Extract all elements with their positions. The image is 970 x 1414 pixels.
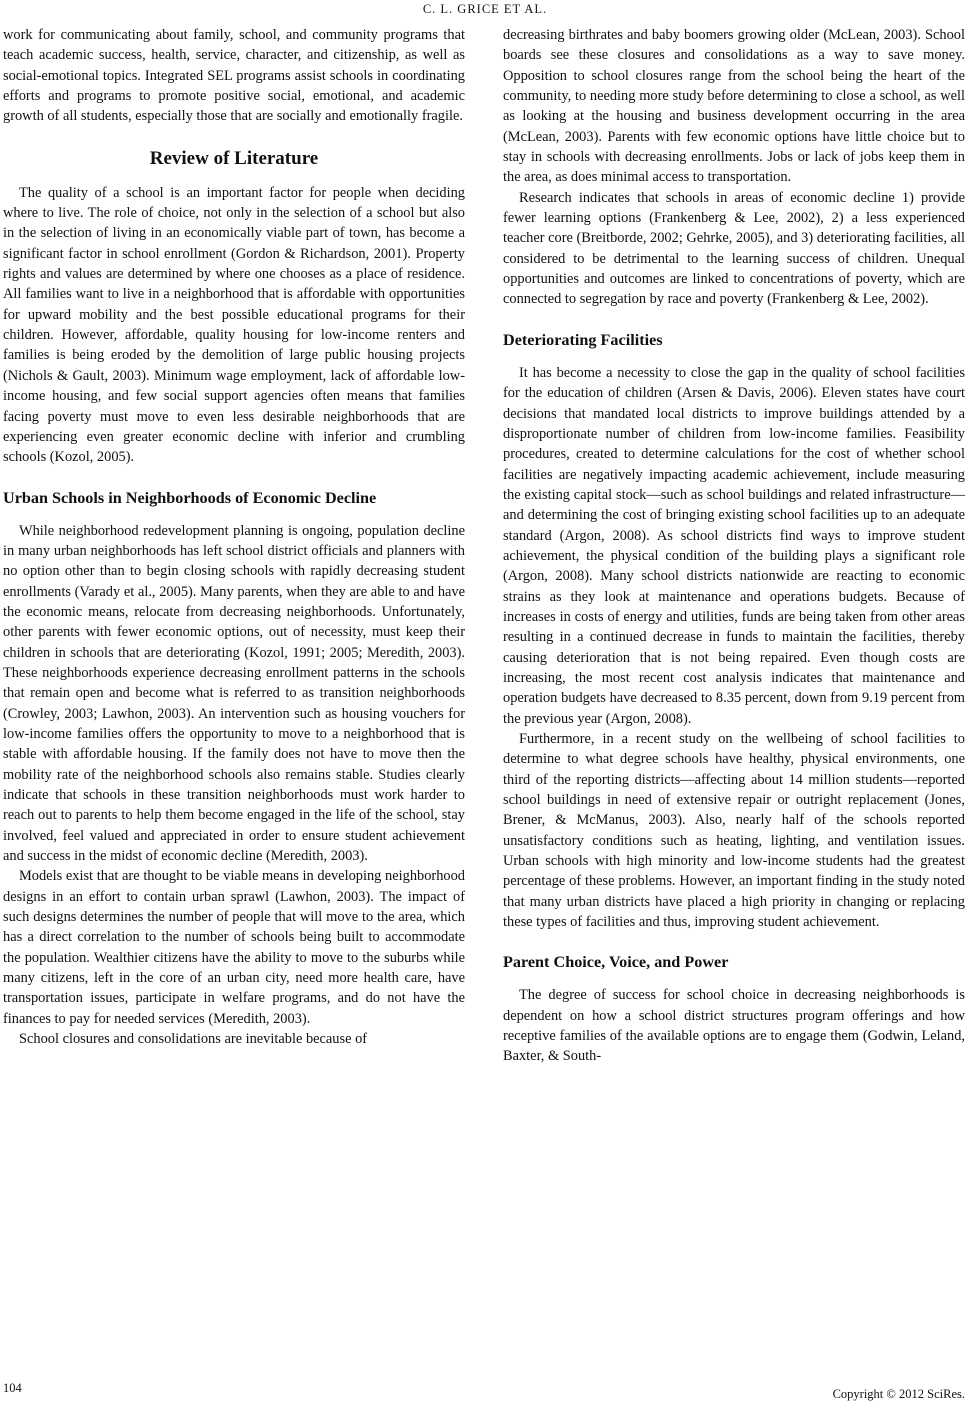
page-number: 104 — [3, 1381, 22, 1395]
paragraph-parent-choice: The degree of success for school choice in decreasing neighborhoods is dependent on how a school district structures program offerings and how receptive families of the available options are to engage them (Godwin, Leland, Baxter, & South- — [503, 987, 965, 1065]
paragraph-facilities-2: Furthermore, in a recent study on the wellbeing of school facilities to determine to what degree schools have healthy, physical environments, one third of the reporting districts—affecting about 14 million students—reported school buildings in need of extensive repair or outright replacement (Jones, Brener, & McManus, 2003). Also, nearly half of the schools reported unsatisfactory conditions such as heating, lighting, and ventilation issues. Urban schools with high minority and low-income students had the greatest percentage of these problems. However, an important finding in the study noted that many urban districts have placed a high priority in changing or replacing these types of facilities and thus, improving student achievement. — [503, 731, 965, 931]
running-head: C. L. GRICE ET AL. — [422, 2, 548, 16]
paragraph-research: Research indicates that schools in areas of economic decline 1) provide fewer learning options (Frankenberg & Lee, 2002), 2) a less experienced teacher core (Breitborde, 2002; Gehrke, 2005), and 3) deteriorating facilities, all considered to be detrimental to the learning success of children. Unequal opportunities and outcomes are linked to concentrations of poverty, which are connected to segregation by race and poverty (Frankenberg & Lee, 2002). — [503, 189, 965, 308]
copyright-notice: Copyright © 2012 SciRes. — [832, 1387, 965, 1401]
paragraph-urban-1: While neighborhood redevelopment planning is ongoing, population decline in many urban neighborhoods has left school district officials and planners with no option other than to begin closing schools with rapidly decreasing student enrollments (Varady et al., 2005). Many parents, when they are able to and have the economic means, relocate from decreasing neighborhoods. Unfortunately, other parents with fewer economic options, out of necessity, must keep their children in schools that are deteriorating (Kozol, 1991; 2005; Meredith, 2003). These neighborhoods experience decreasing enrollment patterns in the schools that remain open and become what is referred to as transition neighborhoods (Crowley, 2003; Lawhon, 2003). An intervention such as housing vouchers for low-income families offers the opportunity to move to a neighborhood that is stable with affordable housing. If the family does not have to move then the mobility rate of the neighborhood schools also remains stable. Studies clearly indicate that schools in these transition neighborhoods must work harder to reach out to parents to help them become engaged in the life of the school, stay involved, feel valued and appreciated in order to ensure student achievement and success in the midst of economic decline (Meredith, 2003). — [3, 522, 465, 865]
heading-parent-choice: Parent Choice, Voice, and Power — [503, 953, 729, 972]
paragraph-intro-continued: work for communicating about family, school, and community programs that teach academic success, health, service, character, and citizenship, as well as social-emotional topics. Integrated SEL programs assist schools in coordinating efforts and programs to promote positive social, emotional, and academic growth of all students, especially those that are socially and emotionally fragile. — [3, 27, 465, 125]
paragraph-review: The quality of a school is an important factor for people when deciding where to live. The role of choice, not only in the selection of a school but also in the selection of living in an economically viable part of town, has become a significant factor in school enrollment (Gordon & Richardson, 2001). Property rights and values are determined by where one chooses as a place of residence. All families want to live in a neighborhood that is affordable with opportunities for upward mobility and the best possible educational programs for their children. However, affordable, quality housing for low-income renters and families is being eroded by the demolition of large public housing projects (Nichols & Gault, 2003). Minimum wage employment, lack of affordable low-income housing, and few social support agencies often means that families facing poverty must move to even less desirable neighborhoods that are experiencing even greater economic decline with inferior and crumbling schools (Kozol, 2005). — [3, 184, 465, 466]
heading-deteriorating-facilities: Deteriorating Facilities — [503, 330, 663, 349]
heading-urban-schools: Urban Schools in Neighborhoods of Economic Decline — [3, 488, 377, 507]
heading-review-of-literature: Review of Literature — [149, 147, 319, 169]
paragraph-urban-2: Models exist that are thought to be viable means in developing neighborhood designs in an effort to contain urban sprawl (Lawhon, 2003). The impact of such designs determines the number of people that will move to the area, which has a direct correlation to the number of schools being built to accommodate the population. Wealthier citizens have the ability to move to the suburbs while many citizens, left in the core of an urban city, need more health care, have transportation issues, participate in welfare programs, and do not have the finances to pay for needed services (Meredith, 2003). — [3, 868, 465, 1027]
paragraph-closures-continued: decreasing birthrates and baby boomers growing older (McLean, 2003). School boards see these closures and consolidations as a way to save money. Opposition to school closures range from the school being the heart of the community, to needing more study before determining to close a school, as well as looking at the housing and business development occurring in the area (McLean, 2003). Parents with few economic options have little choice but to stay in schools with decreasing enrollments. Jobs or lack of jobs keep them in the area, as does minimal access to transportation. — [503, 27, 965, 186]
left-column — [3, 25, 465, 1049]
paragraph-urban-3: School closures and consolidations are inevitable because of — [19, 1031, 368, 1048]
right-column — [503, 25, 965, 1067]
paragraph-facilities-1: It has become a necessity to close the gap in the quality of school facilities for the education of children (Arsen & Davis, 2006). Eleven states have court decisions that mandated local districts to improve buildings attended by a disproportionate number of children from low-income families. Feasibility procedures, created to determine calculations for the cost of whether school facilities are negatively impacting academic achievement, include measuring the existing capital stock—such as school buildings and related infrastructure—and determining the cost of bringing existing school facilities up to an adequate standard (Argon, 2008). As school districts find ways to improve student achievement, the physical condition of the building plays a significant role (Argon, 2008). Many school districts nationwide are reacting to economic strains as they look at maintenance and operations budgets. Because of increases in costs of energy and utilities, funds are being taken from other areas resulting in a continued decrease in funds to maintain the facilities, thereby causing deterioration that is not being repaired. Even though costs are increasing, the most recent cost analysis indicates that maintenance and operation budgets have decreased to 8.35 percent, down from 9.19 percent from the previous year (Argon, 2008). — [503, 364, 965, 727]
